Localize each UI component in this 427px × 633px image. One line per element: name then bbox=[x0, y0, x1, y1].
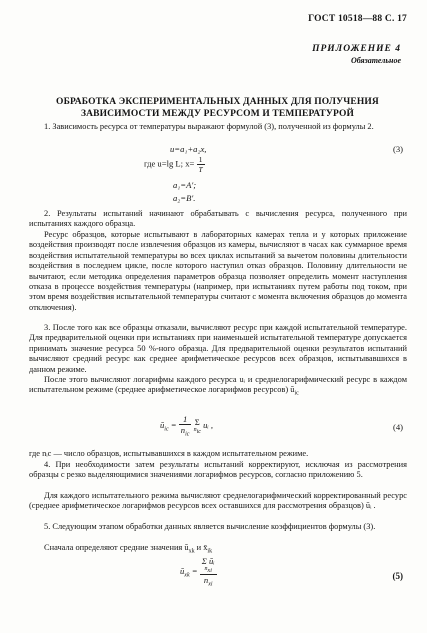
paragraph-9-mid: и x̄ bbox=[194, 543, 208, 552]
paragraph-6a: где nᵢc — число образцов, испытывавшихся в каждом испытательном режиме. bbox=[29, 449, 309, 458]
paragraph-5 bbox=[29, 375, 407, 399]
title-line-2: ЗАВИСИМОСТИ МЕЖДУ РЕСУРСОМ И ТЕМПЕРАТУРОЙ bbox=[80, 109, 355, 119]
eq5-lhs: ū bbox=[180, 565, 185, 576]
paragraph-9-sub1: xk bbox=[188, 548, 195, 555]
equation-4-number: (4) bbox=[392, 422, 403, 432]
eq5-lhs-sub: xk bbox=[184, 572, 190, 579]
eq4-fraction bbox=[179, 414, 192, 438]
title-line-1: ОБРАБОТКА ЭКСПЕРИМЕНТАЛЬНЫХ ДАННЫХ ДЛЯ ПОЛУЧЕНИЯ bbox=[56, 97, 379, 107]
eq5-den-n: n bbox=[203, 575, 209, 586]
paragraph-9 bbox=[29, 543, 407, 557]
equation-a2: a₂=B′. bbox=[173, 193, 196, 203]
eq4-lhs-sub: ic bbox=[164, 426, 169, 433]
paragraph-4: 3. После того как все образцы отказали, вычисляют ресурс при каждой испытательной температуре. Для предварительной оценки при испытаниях при наименьшей испытательной температуре допускается принимать значение ресурса 50 %-ного образца. Для предварительной оценки результатов испытаний вычисляют средний ресурс как среднее арифметическое ресурсов всех образцов, испытывавшихся в данном режиме. bbox=[29, 323, 407, 374]
paragraph-9-text: Сначала определяют средние значения ū bbox=[44, 543, 189, 552]
eq4-denominator bbox=[179, 425, 192, 438]
eq5-denominator bbox=[200, 575, 217, 588]
equation-5-number: (5) bbox=[392, 571, 403, 581]
where-text: где u=lg L; x= bbox=[144, 158, 195, 169]
eq5-sum-limit bbox=[202, 566, 215, 574]
eq4-equals: = bbox=[170, 419, 177, 430]
paragraph-1: 1. Зависимость ресурса от температуры выражают формулой (3), полученной из формулы 2. bbox=[44, 122, 374, 131]
eq4-den-sub: ic bbox=[185, 431, 190, 438]
eq5-fraction bbox=[200, 556, 217, 588]
appendix-label: ПРИЛОЖЕНИЕ 4 bbox=[312, 44, 401, 54]
equation-a1: a₁=A′; bbox=[173, 180, 197, 190]
eq5-equals: = bbox=[191, 565, 198, 576]
paragraph-9-sub2: ik bbox=[207, 548, 213, 555]
fraction-1-over-t bbox=[197, 155, 205, 174]
eq5-sum-limit-n: n bbox=[204, 566, 208, 572]
eq4-numerator: 1 bbox=[179, 414, 192, 425]
equation-4 bbox=[160, 414, 213, 438]
fraction-denominator: T bbox=[198, 165, 203, 174]
paragraph-3: Ресурс образцов, которые испытывают в лабораторных камерах тепла и у которых приложение воздействия производят после извлечения образцов из камеры, вычисляют в часах как суммарное время воздействия испытательной температуры во всех циклах испытаний за вычетом половины длительности воздействия в последнем цикле, после которого наступил отказ образцов. Половину длительности не вычитают, если методика определения параметров образца позволяет определить момент наступления отказа в процессе воздействия температуры (например, при испытаниях путем работы под током, при этом время воздействия испытательной температуры считают с момента включения образцов до момента отключения). bbox=[29, 230, 407, 312]
equation-3-where bbox=[144, 155, 205, 174]
eq4-sum-limit-sub: ic bbox=[196, 428, 201, 435]
appendix-block bbox=[312, 44, 401, 65]
eq5-den-sub: xi bbox=[208, 581, 213, 588]
paragraph-7: Для каждого испытательного режима вычисляют среднелогарифмический корректированный ресурс (среднее арифметическое логарифмов ресурсов всех оставшихся для рассмотрения образцов) ūᵢ . bbox=[29, 491, 407, 511]
equation-3: u=a₁+a₂x, bbox=[170, 144, 207, 154]
paragraph-6b: 4. При необходимости затем результаты испытаний корректируют, исключая из рассмотрения образцы с резко выделяющимися значениями логарифмов ресурсов, согласно приложению 5. bbox=[29, 460, 407, 480]
paragraph-5-text: После этого вычисляют логарифмы каждого ресурса uᵢ и среднелогарифмический ресурс в каждом испытательном режиме (среднее арифметическое логарифмов ресурсов) ū bbox=[29, 375, 407, 395]
eq4-lhs: ū bbox=[160, 419, 165, 430]
eq4-sum: Σ bbox=[194, 416, 200, 427]
fraction-numerator: 1 bbox=[197, 155, 205, 165]
paragraph-5-sub: ic bbox=[294, 391, 299, 398]
eq4-term: uᵢ , bbox=[203, 419, 214, 430]
eq4-sum-block bbox=[194, 417, 201, 435]
eq4-sum-limit bbox=[194, 427, 201, 435]
eq5-sum: Σ ūᵢ bbox=[201, 556, 215, 566]
section-title bbox=[20, 96, 415, 120]
equation-5 bbox=[180, 556, 217, 588]
eq5-sum-limit-sub: xi bbox=[207, 568, 212, 575]
paragraph-2: 2. Результаты испытаний начинают обрабатывать с вычисления ресурса, полученного при испытаниях каждого образца. bbox=[29, 209, 407, 229]
eq4-den-n: n bbox=[180, 425, 186, 435]
eq4-sum-limit-n: n bbox=[193, 426, 197, 433]
appendix-status: Обязательное bbox=[350, 56, 401, 65]
eq5-numerator bbox=[200, 556, 217, 575]
page-header: ГОСТ 10518—88 С. 17 bbox=[308, 14, 407, 24]
paragraph-8: 5. Следующим этапом обработки данных является вычисление коэффициентов формулы (3). bbox=[44, 522, 376, 531]
equation-3-number: (3) bbox=[392, 144, 403, 154]
